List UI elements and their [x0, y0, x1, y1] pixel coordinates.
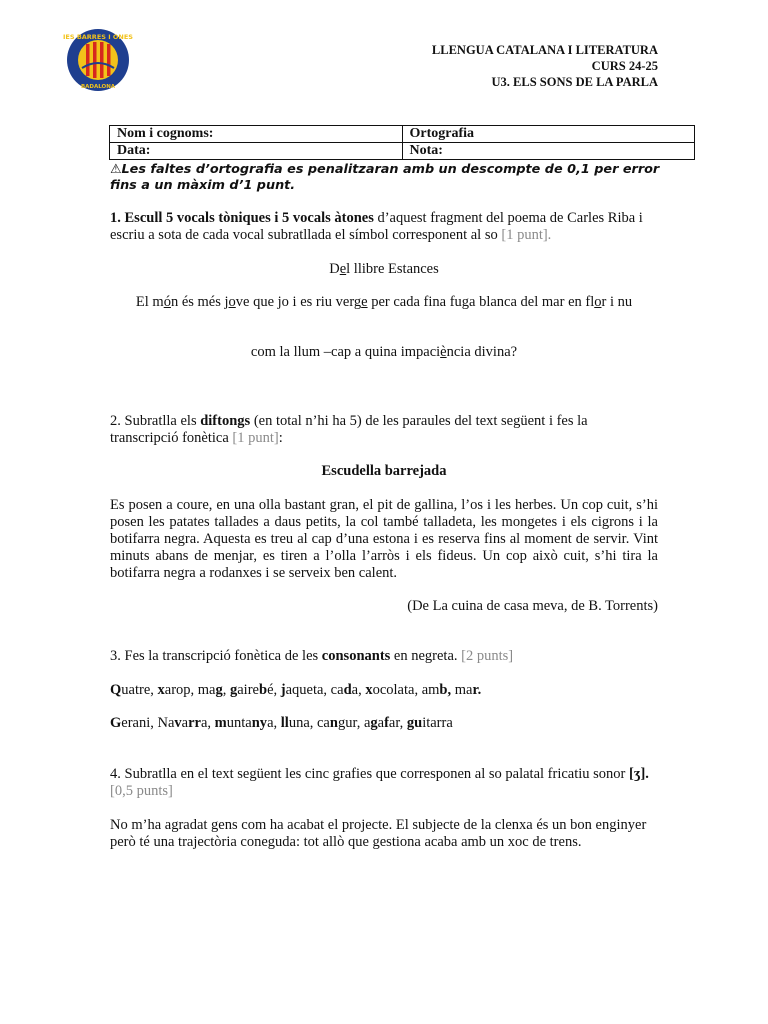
question-1	[110, 210, 658, 244]
q1-points: [1 punt].	[501, 227, 552, 243]
poem-line-1: El món és més jove que jo i es riu verge per cada fina fuga blanca del mar en flor i nu	[135, 294, 633, 310]
bold-consonant: j	[280, 682, 286, 698]
subject-cell: Ortografia	[402, 126, 695, 143]
bold-consonant: x	[157, 682, 165, 698]
question-4: 4. Subratlla en el text següent les cinc grafies que corresponen al so palatal fricatiu sonor [ʒ]. [0,5 punts]	[110, 766, 649, 799]
bold-consonant: G	[110, 715, 122, 731]
word-fragment: gur, a	[337, 715, 371, 731]
question-3: 3. Fes la transcripció fonètica de les consonants en negreta. [2 punts]	[110, 648, 514, 664]
logo-core	[78, 40, 118, 80]
bold-consonant: f	[384, 715, 389, 731]
underlined-vowel: o	[594, 294, 602, 310]
consonants-line-1	[110, 682, 658, 699]
warning-icon: ⚠	[110, 162, 122, 177]
student-info-table	[109, 125, 695, 160]
word-fragment: a,	[351, 682, 366, 698]
header-subject: LLENGUA CATALANA I LITERATURA	[431, 43, 658, 57]
word-fragment: ma	[451, 682, 473, 698]
logo-text-bottom: BADALONA	[80, 84, 116, 90]
word-fragment: aqueta, ca	[285, 682, 344, 698]
poem-title: Del llibre Estances	[329, 261, 439, 277]
q2-points: [1 punt]	[232, 430, 279, 446]
bold-consonant: m	[214, 715, 227, 731]
bold-consonant: v	[174, 715, 182, 731]
recipe-text: Es posen a coure, en una olla bastant gran, el pit de gallina, l’os i les herbes. Un cop cuit, s’hi posen les patates tallades a daus petits, la col també talladeta, les mongetes i els cigrons i la botifarra negra. Aquesta es treu al cap d’una estona i es reserva fins al moment de servir. Vint minuts abans de menjar, es tiren a l’olla l’arròs i els fideus. Un cop això cuit, s’hi tira la botifarra negra a rodanxes i se serveix ben calent.	[110, 497, 658, 581]
bold-consonant: gu	[406, 715, 423, 731]
name-field[interactable]: Nom i cognoms:	[110, 126, 403, 143]
bold-consonant: Q	[110, 682, 122, 698]
word-fragment: arop, ma	[164, 682, 216, 698]
word-fragment: aire	[237, 682, 259, 698]
school-logo	[62, 28, 134, 92]
underlined-vowel: è	[440, 344, 447, 360]
bold-consonant: ny	[251, 715, 268, 731]
bold-consonant: g	[215, 682, 223, 698]
word-fragment: ,	[222, 682, 230, 698]
bold-consonant: x	[365, 682, 373, 698]
word-fragment: ar,	[388, 715, 407, 731]
bold-consonant: rr	[188, 715, 201, 731]
recipe-title: Escudella barrejada	[321, 463, 447, 479]
bold-consonant: b,	[439, 682, 452, 698]
word-fragment: a	[181, 715, 189, 731]
q4-points: [0,5 punts]	[110, 783, 173, 799]
recipe-source: (De La cuina de casa meva, de B. Torrents)	[407, 598, 658, 614]
underlined-vowel: o	[228, 294, 236, 310]
underlined-vowel: e	[339, 261, 347, 277]
bold-consonant: g	[370, 715, 378, 731]
bold-consonant: ll	[280, 715, 289, 731]
grade-field[interactable]: Nota:	[402, 143, 695, 160]
bold-consonant: d	[343, 682, 352, 698]
word-fragment: itarra	[422, 715, 453, 731]
poem-line-2: com la llum –cap a quina impaciència divina?	[250, 344, 518, 360]
header-unit: U3. ELS SONS DE LA PARLA	[491, 75, 658, 89]
bold-consonant: b	[258, 682, 268, 698]
bold-consonant: n	[329, 715, 338, 731]
underlined-vowel: e	[361, 294, 368, 310]
q4-text: No m’ha agradat gens com ha acabat el projecte. El subjecte de la clenxa és un bon enginyer però té una trajectòria coneguda: tot allò que gestiona acaba amb un xoc de trens.	[110, 817, 647, 850]
word-fragment: a	[377, 715, 385, 731]
word-fragment: a,	[200, 715, 215, 731]
consonants-line-2	[110, 715, 658, 732]
question-2: 2. Subratlla els diftongs (en total n’hi ha 5) de les paraules del text següent i fes la transcripció fonètica [1 punt]:	[110, 413, 588, 446]
word-fragment: uatre,	[121, 682, 158, 698]
warning-text: Les faltes d’ortografia es penalitzaran amb un descompte de 0,1 per error fins a un màxim d’1 punt.	[110, 162, 660, 193]
q1-title: 1. Escull 5 vocals tòniques i 5 vocals àtones	[110, 210, 374, 226]
word-fragment: erani, Na	[121, 715, 175, 731]
word-fragment: a,	[267, 715, 281, 731]
word-fragment: ocolata, am	[372, 682, 440, 698]
word-fragment: unta	[226, 715, 252, 731]
underlined-vowel: ó	[163, 294, 171, 310]
word-fragment: una, ca	[288, 715, 330, 731]
header-course: CURS 24-25	[591, 59, 658, 73]
q1-body: d’aquest fragment del poema de Carles Riba i escriu a sota de cada vocal subratllada el símbol corresponent al so	[110, 210, 643, 243]
q3-points: [2 punts]	[461, 648, 514, 664]
penalty-warning	[110, 162, 670, 194]
bold-consonant: r.	[472, 682, 482, 698]
bold-consonant: g	[230, 682, 238, 698]
word-fragment: é,	[267, 682, 281, 698]
logo-text-top: IES BARRES I ONES	[63, 33, 133, 41]
date-field[interactable]: Data:	[110, 143, 403, 160]
